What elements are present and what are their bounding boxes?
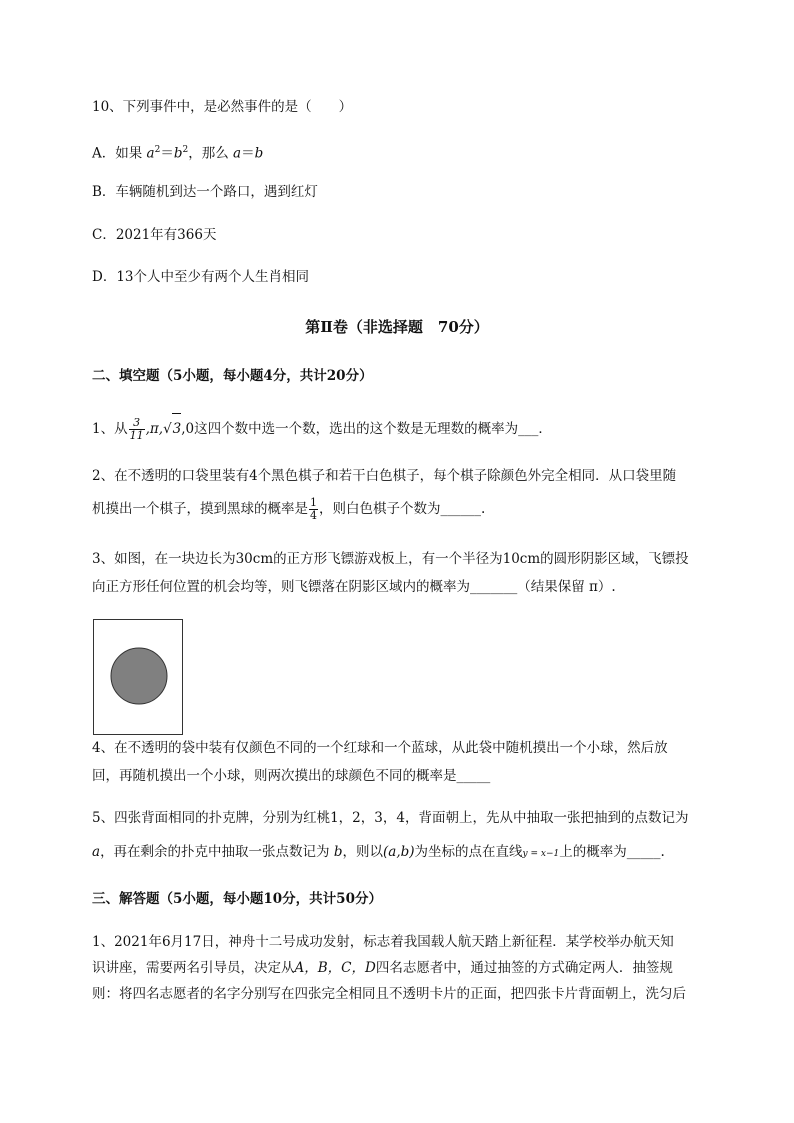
fill-q5-line2: [92, 842, 665, 864]
dartboard-figure: [93, 619, 183, 735]
fill-q5-text: ，则以: [342, 844, 384, 860]
q10-a-equals: ＝: [160, 145, 174, 162]
answer-q1-line1: 1、2021年6月17日，神舟十二号成功发射，标志着我国载人航天踏上新征程．某学校举办航天知: [92, 934, 674, 950]
q10-option-c: C．2021年有366天: [92, 227, 217, 243]
line-equation: y = x−1: [522, 849, 560, 859]
fill-q5-text: 上的概率为_____.: [559, 844, 665, 860]
fraction-numerator: 3: [129, 417, 145, 430]
fill-q1-prefix: 1、从: [92, 421, 128, 437]
volunteer-names: A，B，C，D: [294, 960, 376, 976]
fill-q5-line1: 5、四张背面相同的扑克牌，分别为红桃1，2，3，4，背面朝上，先从中抽取一张把抽到的点数记为: [92, 810, 689, 826]
answer-q1-prefix: 识讲座，需要两名引导员，决定从: [92, 960, 295, 976]
fill-q5-text: 为坐标的点在直线: [414, 844, 523, 860]
fraction-denominator: 4: [310, 509, 317, 522]
fill-q2-line1: 2、在不透明的口袋里装有4个黑色棋子和若干白色棋子，每个棋子除颜色外完全相同．从口袋里随: [92, 468, 677, 484]
fraction-denominator: 11: [129, 429, 144, 442]
fill-q1: [92, 413, 552, 444]
fill-q3-line1: 3、如图，在一块边长为30cm的正方形飞镖游戏板上，有一个半径为10cm的圆形阴影区域，飞镖投: [92, 551, 689, 567]
q10-option-d: D．13个人中至少有两个人生肖相同: [92, 269, 310, 285]
q10-a-var: b: [254, 145, 264, 162]
part2-title: 第Ⅱ卷（非选择题 70分）: [305, 318, 489, 336]
fill-q2-prefix: 机摸出一个棋子，摸到黑球的概率是: [92, 501, 308, 517]
fill-q4-line1: 4、在不透明的袋中装有仅颜色不同的一个红球和一个蓝球，从此袋中随机摸出一个小球，然后放: [92, 740, 668, 756]
fill-q1-rest: ,0这四个数中选一个数，选出的这个数是无理数的概率为___．: [181, 421, 552, 437]
fill-q5-text: ，再在剩余的扑克中抽取一张点数记为: [100, 844, 334, 860]
q10-a-prefix: A．如果: [92, 145, 147, 162]
shaded-circle: [111, 648, 167, 704]
dartboard-svg: [94, 620, 182, 734]
q10-a-var: a: [146, 145, 155, 162]
fill-q3-line2: 向正方形任何位置的机会均等，则飞镖落在阴影区域内的概率为_______（结果保留 π）.: [92, 579, 616, 595]
section2-heading: 二、填空题（5小题，每小题4分，共计20分）: [92, 368, 373, 384]
fill-q2-suffix: ，则白色棋子个数为______.: [319, 501, 486, 517]
q10-a-connector: ，那么: [188, 145, 234, 162]
section3-heading: 三、解答题（5小题，每小题10分，共计50分）: [92, 891, 382, 907]
q10-a-exp: 2: [154, 145, 161, 155]
sqrt-radicand: 3: [172, 413, 182, 444]
q10-option-a: [92, 140, 263, 164]
var-a: a: [92, 844, 101, 860]
fraction-numerator: 1: [310, 496, 317, 509]
fraction: [309, 497, 318, 522]
fraction: [129, 417, 145, 442]
fill-q1-middle: ,π,: [145, 421, 164, 437]
answer-q1-line2: [92, 958, 673, 978]
answer-q1-suffix: 四名志愿者中，通过抽签的方式确定两人．抽签规: [375, 960, 673, 976]
q10-stem: 10、下列事件中，是必然事件的是（ ）: [92, 99, 353, 115]
q10-a-var: a: [233, 145, 242, 162]
q10-option-b: B．车辆随机到达一个路口，遇到红灯: [92, 184, 318, 200]
var-b: b: [333, 844, 343, 860]
answer-q1-line3: 则：将四名志愿者的名字分别写在四张完全相同且不透明卡片的正面，把四张卡片背面朝上，洗匀后: [92, 986, 686, 1002]
q10-a-var: b: [173, 145, 183, 162]
fill-q4-line2: 回，再随机摸出一个小球，则两次摸出的球颜色不同的概率是_____: [92, 768, 491, 784]
q10-a-equals: ＝: [241, 145, 255, 162]
sqrt-sign: √: [163, 421, 172, 437]
point-coordinates: (a,b): [383, 844, 415, 860]
fill-q2-line2: [92, 494, 485, 524]
q10-a-exp: 2: [182, 145, 189, 155]
